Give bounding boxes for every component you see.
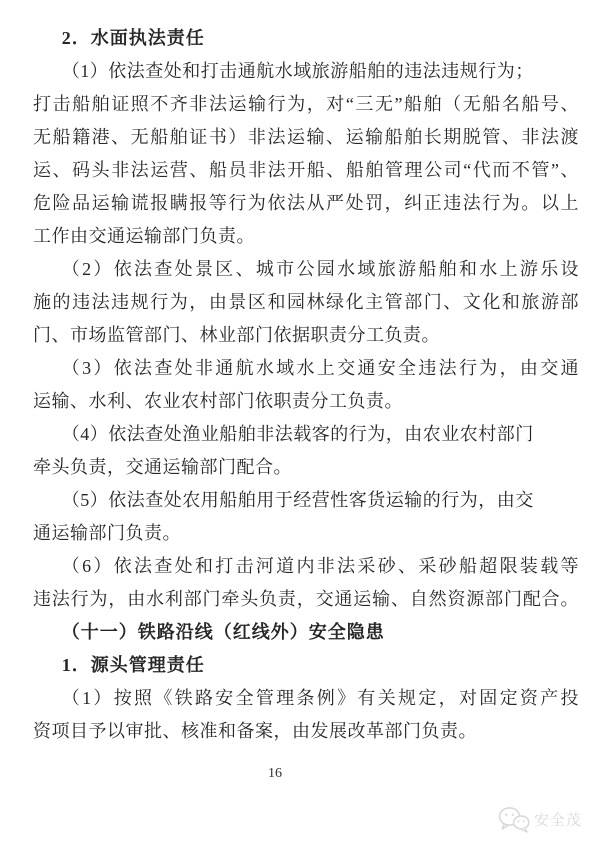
- brand-watermark: [498, 806, 582, 833]
- text-line: （十一）铁路沿线（红线外）安全隐患: [61, 622, 385, 642]
- text-line: （5）依法查处农用船舶用于经营性客货运输的行为，由交: [61, 490, 534, 510]
- text-line: （4）依法查处渔业船舶非法载客的行为，由农业农村部门: [61, 424, 534, 444]
- paragraph: [33, 682, 579, 748]
- text-line: （3）依法查处非通航水域水上交通安全违法行为，由交通: [61, 358, 579, 378]
- text-line: 违法行为，由水利部门牵头负责，交通运输、自然资源部门配合。: [33, 589, 579, 609]
- text-line: 无船籍港、无船舶证书）非法运输、运输船舶长期脱管、非法渡: [33, 127, 579, 147]
- paragraph: [33, 550, 579, 616]
- text-line: （2）依法查处景区、城市公园水域旅游船舶和水上游乐设: [61, 259, 579, 279]
- document-body: [33, 22, 579, 748]
- wechat-logo-icon: [498, 806, 530, 833]
- text-line: 运输、水利、农业农村部门依职责分工负责。: [33, 391, 403, 411]
- text-line: 牵头负责，交通运输部门配合。: [33, 457, 292, 477]
- section-heading: [33, 22, 579, 55]
- text-line: 危险品运输谎报瞒报等行为依法从严处罚，纠正违法行为。以上: [33, 193, 579, 213]
- section-heading: [33, 616, 579, 649]
- page-number: 16: [268, 766, 282, 781]
- text-line: 运、码头非法运营、船员非法开船、船舶管理公司“代而不管”、: [33, 160, 579, 180]
- paragraph: [33, 352, 579, 418]
- text-line: 施的违法违规行为，由景区和园林绿化主管部门、文化和旅游部: [33, 292, 579, 312]
- text-line: （1）按照《铁路安全管理条例》有关规定，对固定资产投: [61, 688, 579, 708]
- text-line: 工作由交通运输部门负责。: [33, 226, 255, 246]
- text-line: 2．水面执法责任: [61, 28, 205, 48]
- text-line: （1）依法查处和打击通航水域旅游船舶的违法违规行为；: [61, 61, 534, 81]
- text-line: 资项目予以审批、核准和备案，由发展改革部门负责。: [33, 721, 477, 741]
- paragraph: [33, 418, 579, 484]
- text-line: 门、市场监管部门、林业部门依据职责分工负责。: [33, 325, 440, 345]
- text-line: 通运输部门负责。: [33, 523, 181, 543]
- paragraph: [33, 253, 579, 352]
- watermark-brand-label: 安全茂: [534, 812, 583, 829]
- paragraph: [33, 55, 579, 253]
- paragraph: [33, 484, 579, 550]
- text-line: （6）依法查处和打击河道内非法采砂、采砂船超限装载等: [61, 556, 579, 576]
- section-heading: [33, 649, 579, 682]
- text-line: 1．源头管理责任: [61, 655, 205, 675]
- text-line: 打击船舶证照不齐非法运输行为，对“三无”船舶（无船名船号、: [33, 94, 579, 114]
